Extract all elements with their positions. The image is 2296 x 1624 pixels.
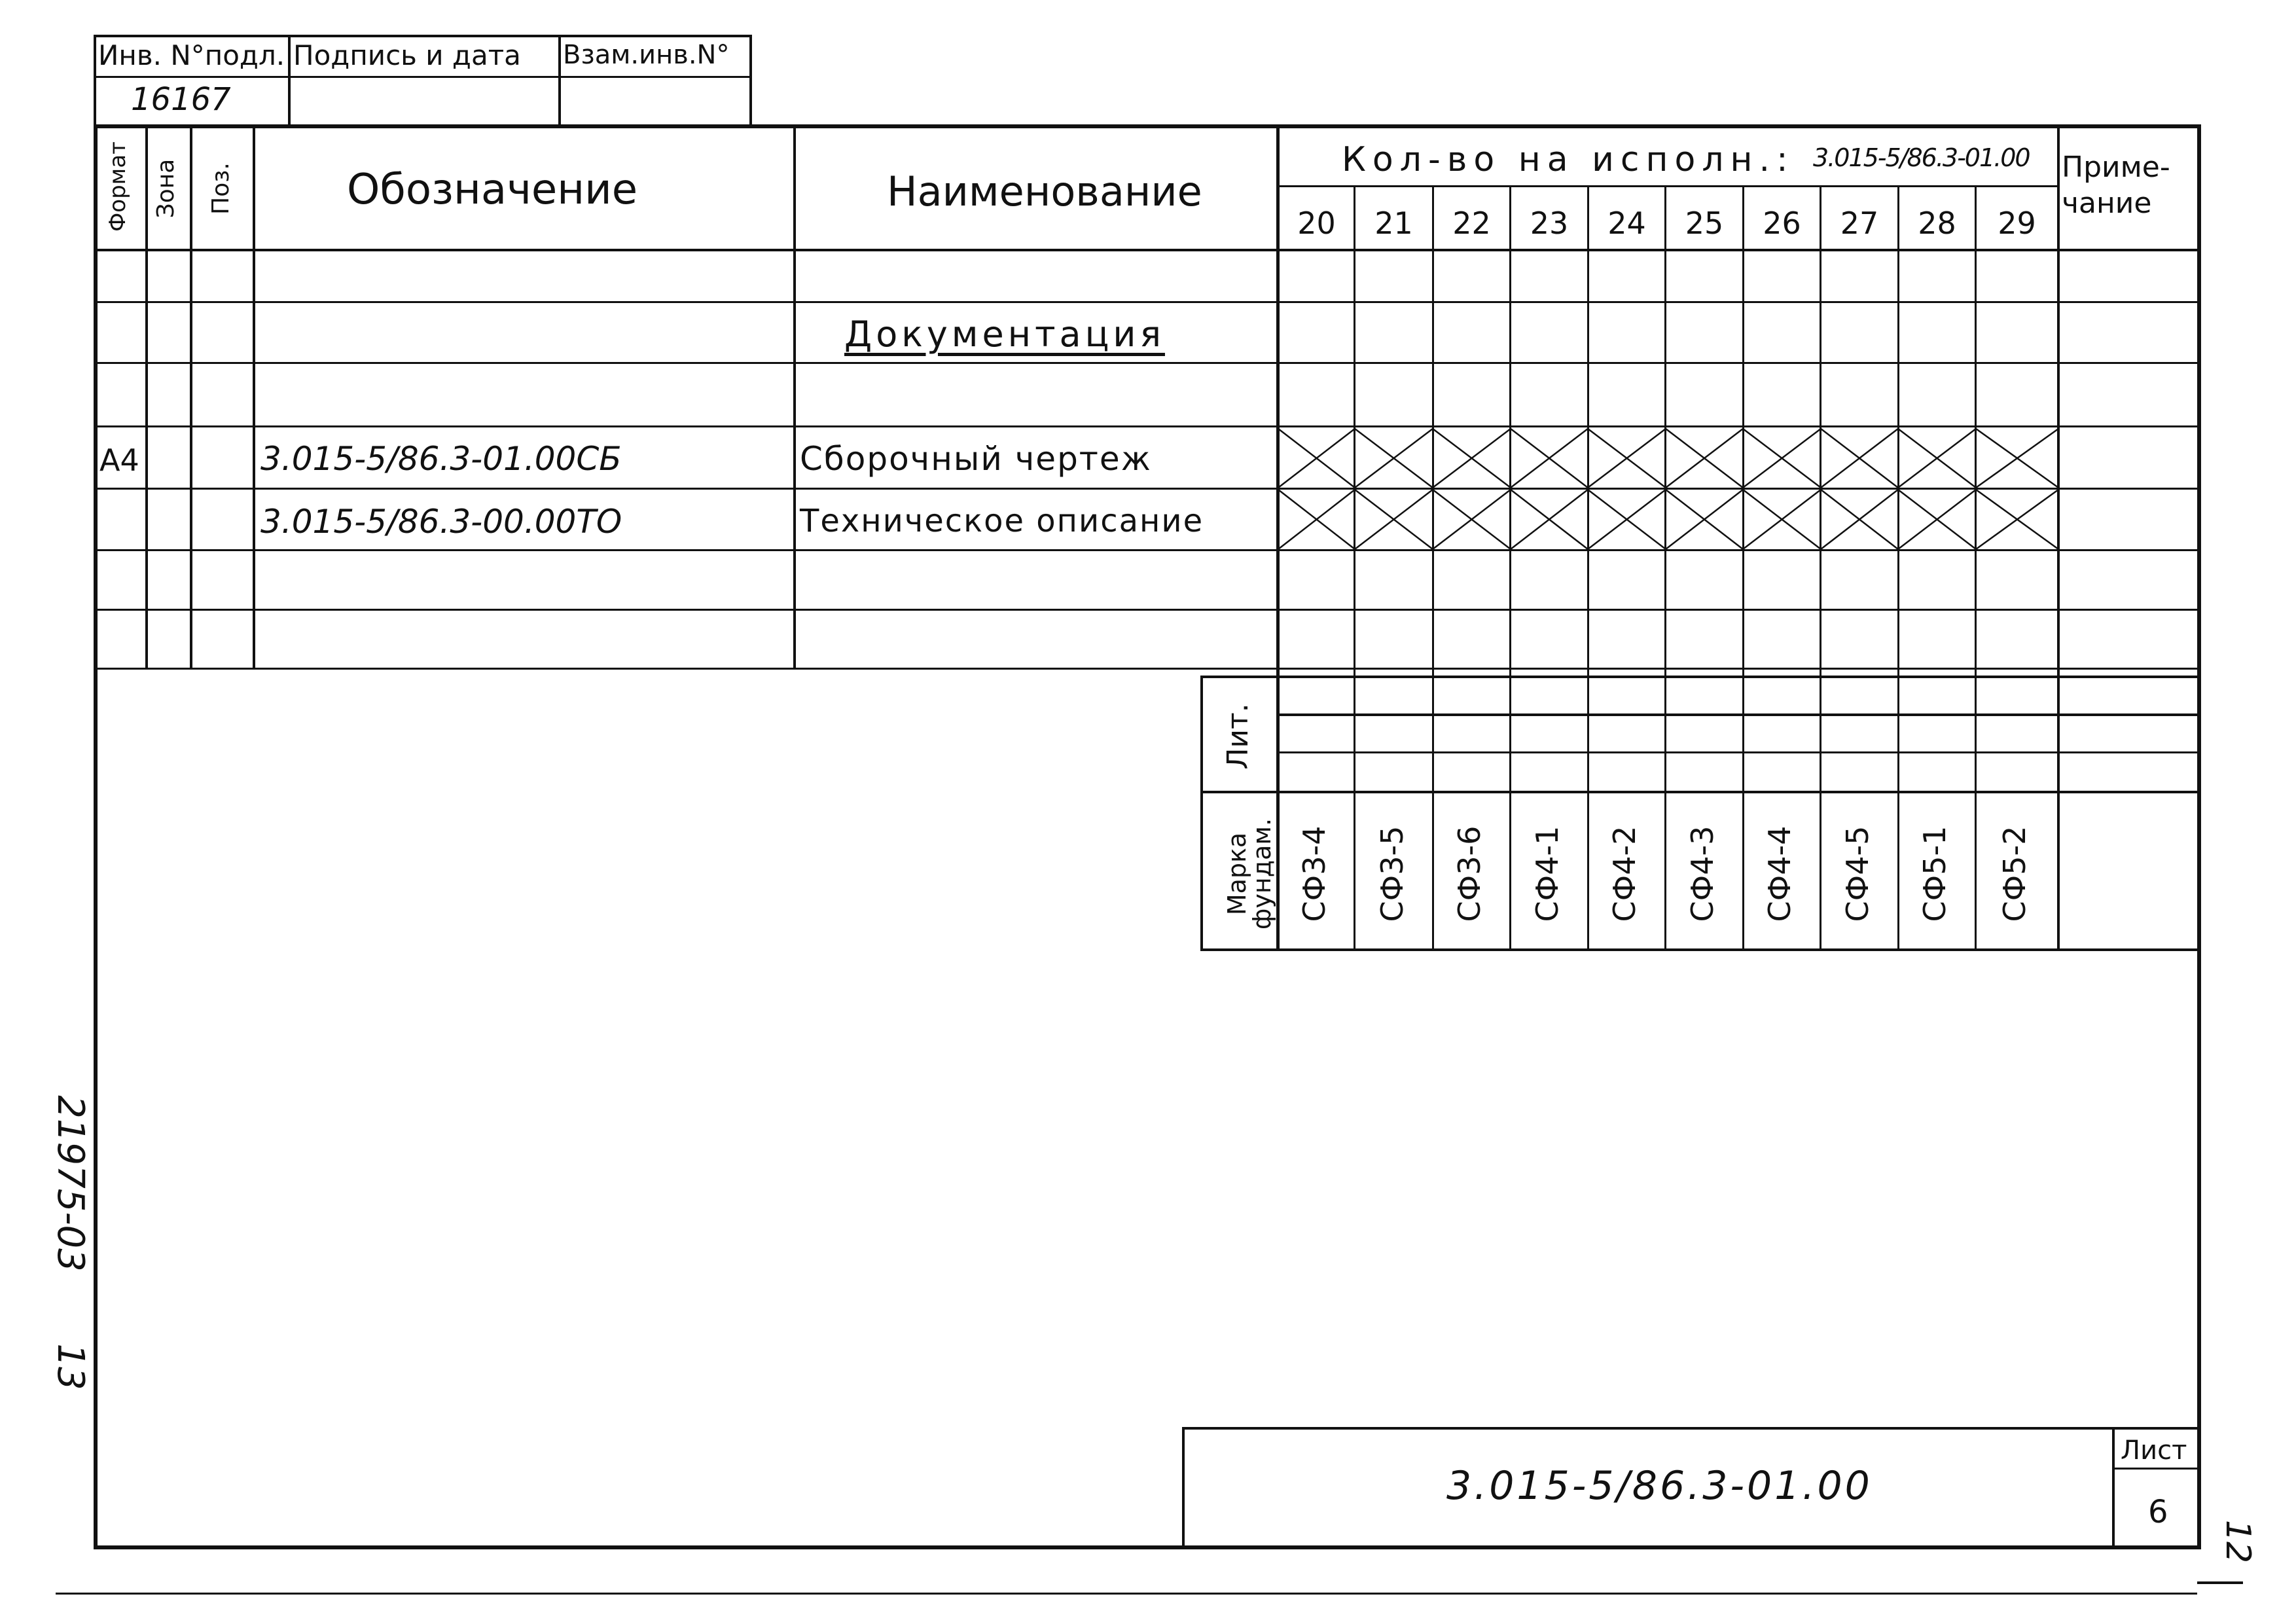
stamp-header-signature-date: Подпись и дата xyxy=(293,39,521,71)
row-designation: 3.015-5/86.3-00.00ТО xyxy=(260,503,622,541)
col-header-note: Приме-чание xyxy=(2062,151,2170,220)
left-margin-page: 13 xyxy=(49,1343,92,1390)
variant-number: 27 xyxy=(1840,206,1879,241)
variant-number: 28 xyxy=(1918,206,1956,241)
row-name: Техническое описание xyxy=(800,503,1204,539)
foundation-mark: СФ3-6 xyxy=(1452,825,1487,922)
col-header-qty-prefix: Кол-во на исполн.: xyxy=(1342,140,1795,179)
variant-number: 22 xyxy=(1452,206,1491,241)
row-designation: 3.015-5/86.3-01.00СБ xyxy=(260,440,622,478)
sheet-label: Лист xyxy=(2121,1435,2187,1466)
variant-number: 25 xyxy=(1685,206,1724,241)
document-number: 3.015-5/86.3-01.00 xyxy=(1446,1463,1873,1509)
foundation-mark: СФ4-1 xyxy=(1530,825,1565,922)
variant-number: 23 xyxy=(1530,206,1569,241)
row-name: Сборочный чертеж xyxy=(800,440,1152,478)
foundation-mark: СФ4-5 xyxy=(1840,825,1875,922)
mark-label: Марка фундам. xyxy=(1223,818,1276,930)
foundation-mark: СФ3-5 xyxy=(1374,825,1410,922)
foundation-mark: СФ4-2 xyxy=(1607,825,1642,922)
variant-number: 20 xyxy=(1297,206,1336,241)
variant-number: 21 xyxy=(1374,206,1413,241)
left-margin-code: 21975-03 xyxy=(49,1095,92,1272)
variant-number: 26 xyxy=(1763,206,1801,241)
col-header-name: Наименование xyxy=(887,168,1202,215)
stamp-inv-value: 16167 xyxy=(131,81,231,118)
col-header-pos: Поз. xyxy=(207,162,234,215)
foundation-mark: СФ5-1 xyxy=(1917,825,1952,922)
foundation-mark: СФ5-2 xyxy=(1997,825,2032,922)
stamp-header-replaced-inv: Взам.инв.N° xyxy=(563,40,730,70)
stamp-header-inv-no: Инв. N°подл. xyxy=(98,39,285,71)
variant-number: 29 xyxy=(1998,206,2036,241)
variant-number: 24 xyxy=(1607,206,1646,241)
foundation-mark: СФ3-4 xyxy=(1297,825,1332,922)
foundation-mark: СФ4-4 xyxy=(1762,825,1797,922)
lit-label: Лит. xyxy=(1221,703,1255,770)
section-title: Документация xyxy=(844,314,1165,355)
col-header-format: Формат xyxy=(105,141,131,232)
row-format: A4 xyxy=(99,442,139,478)
foundation-mark: СФ4-3 xyxy=(1685,825,1720,922)
col-header-designation: Обозначение xyxy=(347,166,638,214)
sheet-number: 6 xyxy=(2148,1494,2168,1530)
col-header-zone: Зона xyxy=(152,158,179,219)
col-header-qty-doc: 3.015-5/86.3-01.00 xyxy=(1813,143,2030,172)
right-margin-page: 12 xyxy=(2218,1519,2257,1564)
